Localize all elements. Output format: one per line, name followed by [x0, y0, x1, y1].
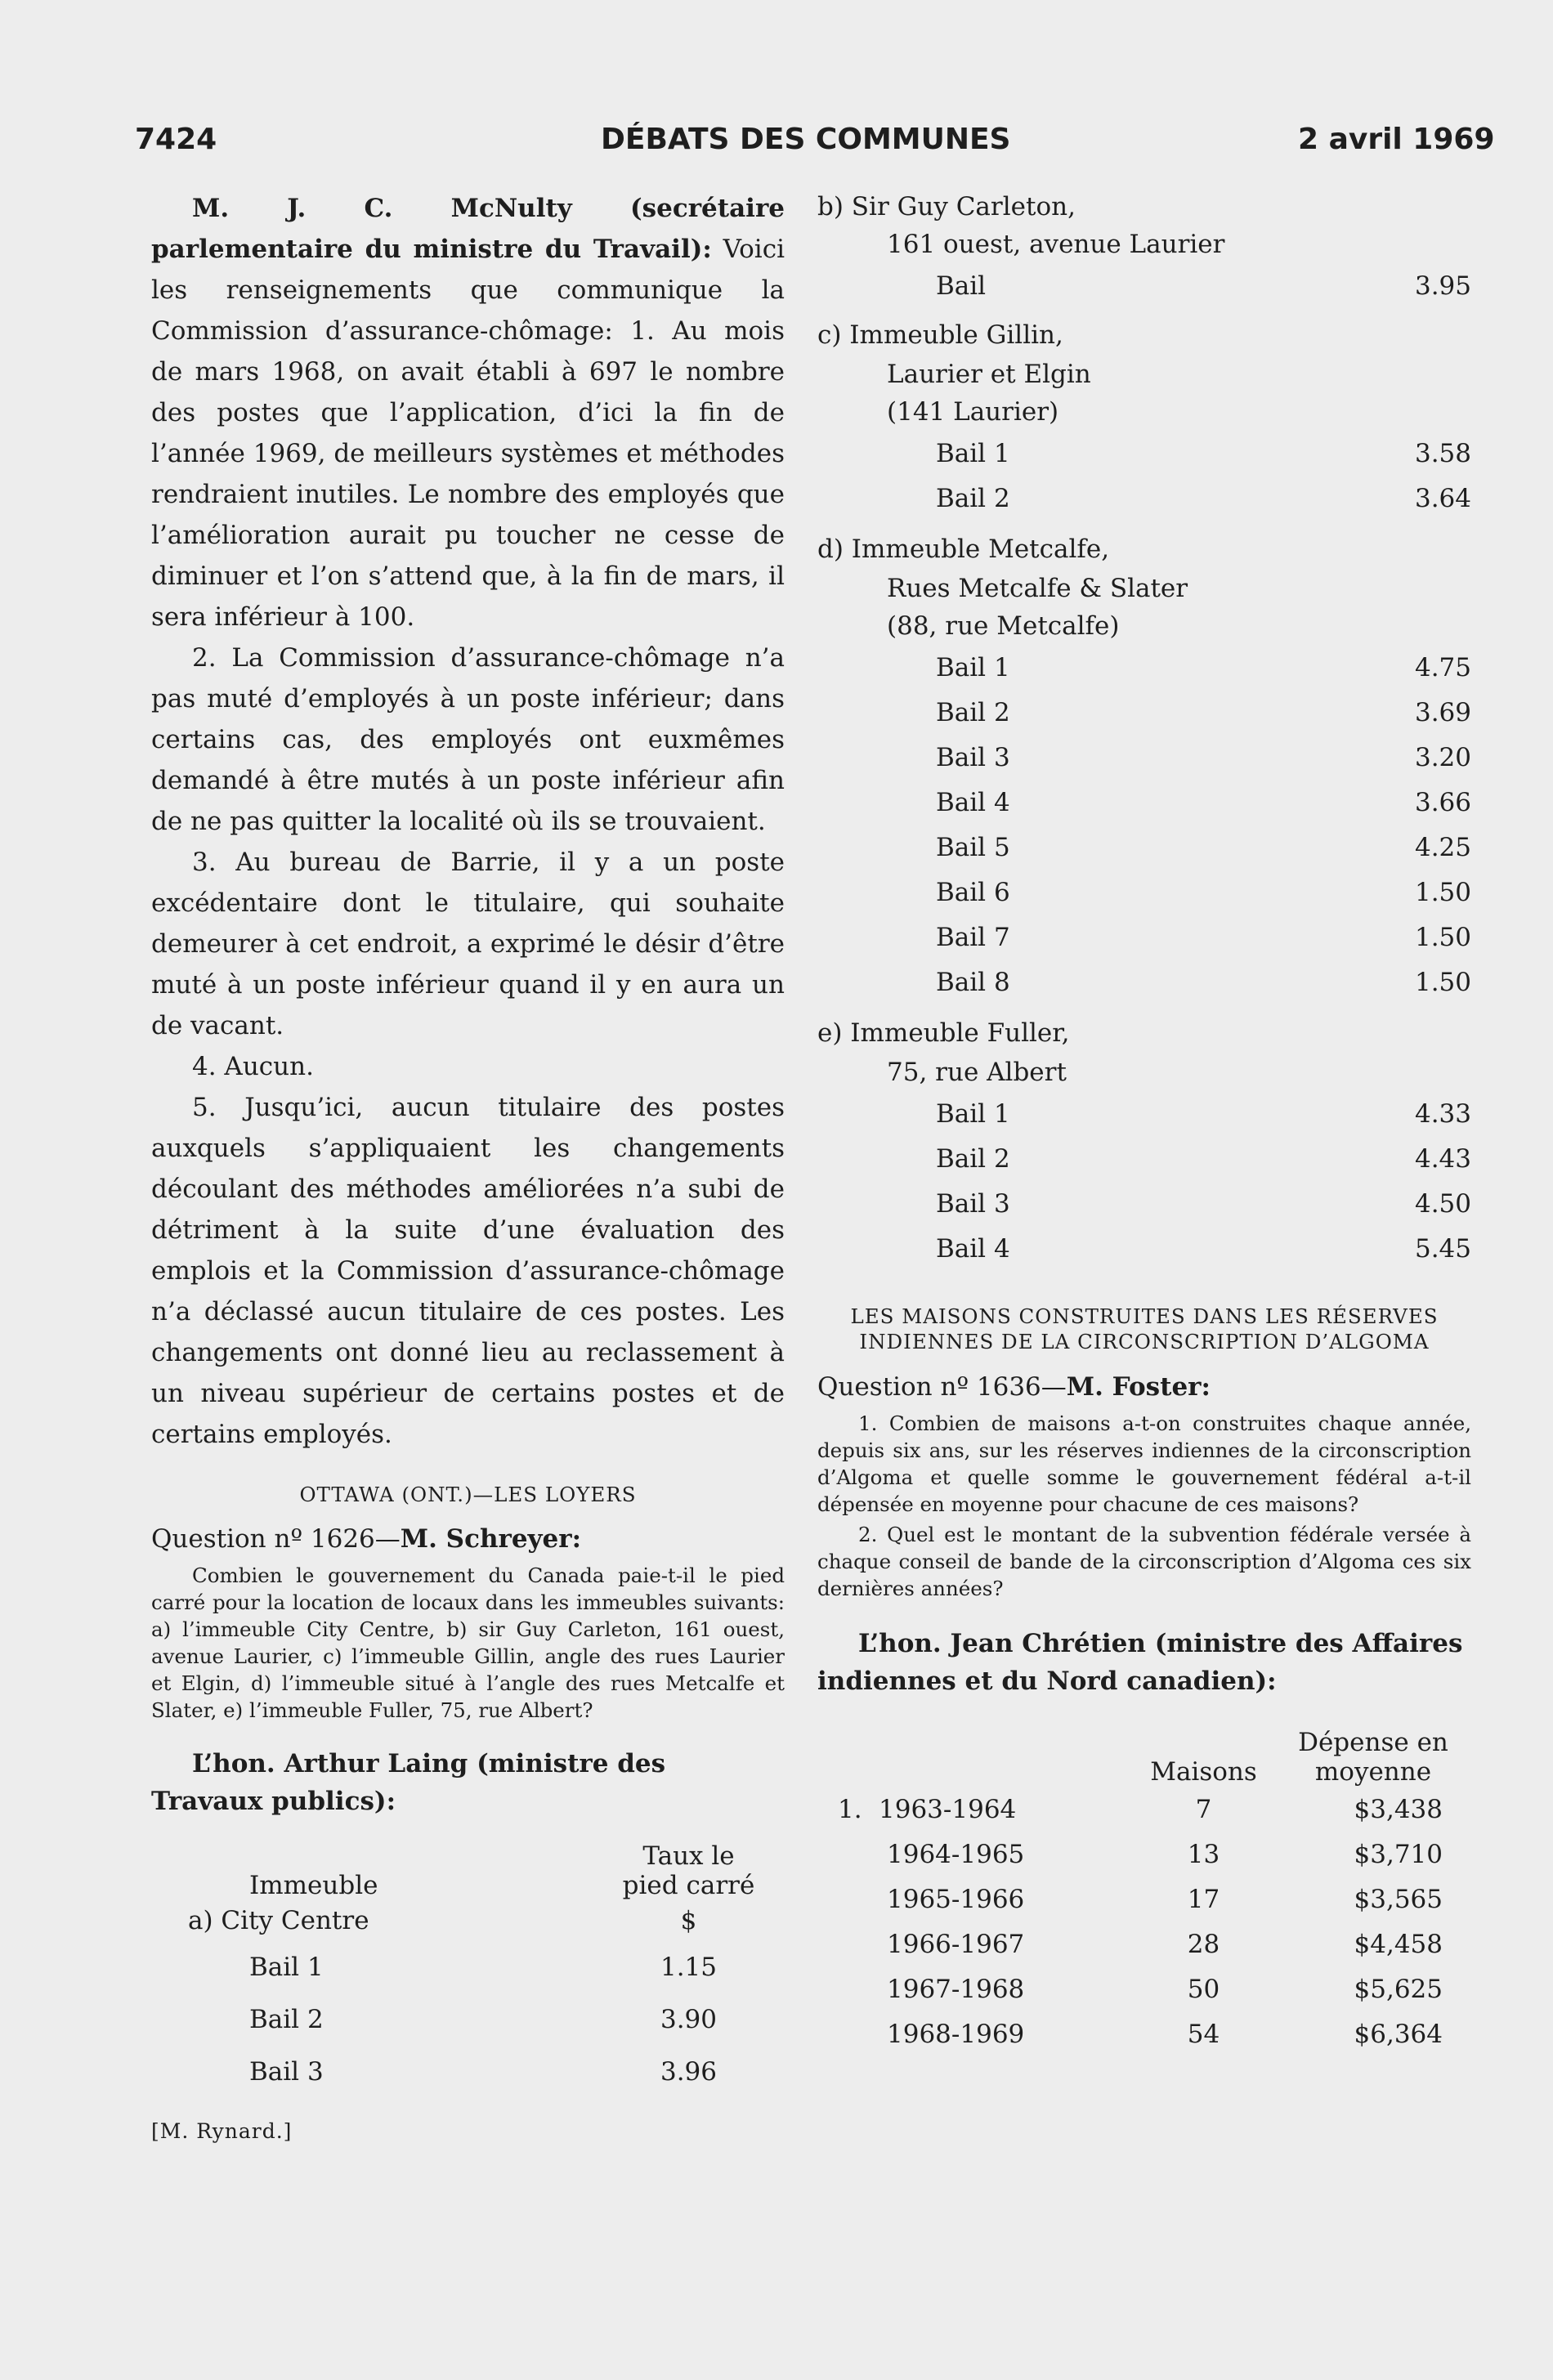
col-header-immeuble: Immeuble [249, 1871, 378, 1900]
avg-cost: $3,710 [1354, 1839, 1443, 1869]
page-number: 7424 [135, 123, 217, 156]
table-row [817, 735, 1471, 780]
building-c-line3: (141 Laurier) [887, 397, 1059, 427]
lease-value: 3.20 [1414, 742, 1471, 772]
table-row [817, 645, 1471, 690]
avg-cost: $3,565 [1354, 1884, 1443, 1914]
houses-table [817, 1705, 1471, 2056]
table-row [817, 1136, 1471, 1181]
building-e-line1: e) Immeuble Fuller, [817, 1018, 1070, 1048]
table-row [151, 1993, 785, 2046]
table-header-row [817, 1705, 1471, 1787]
lease-label: Bail 1 [936, 652, 1010, 682]
lease-value: 4.33 [1414, 1098, 1471, 1129]
lease-label: Bail 2 [936, 483, 1010, 513]
lease-value: 4.43 [1414, 1143, 1471, 1174]
table-row [817, 1966, 1471, 2011]
building-e-line2: 75, rue Albert [887, 1058, 1067, 1087]
building-d-line3: (88, rue Metcalfe) [887, 611, 1120, 641]
question-asker: M. Foster: [1066, 1372, 1211, 1402]
answer-paragraph-5: 5. Jusqu’ici, aucun titulaire des postes auxquels s’appliquaient les changements découlant des méthodes améliorées n’a subi de détriment à la suite d’une évaluation des emplois et la Commission d’assurance-chômage n’a déclassé aucun titulaire de ces postes. Les changements ont donné lieu au reclassement à un niveau supérieur de certains postes et de certains employés. [151, 1093, 785, 1449]
lease-label: Bail 6 [936, 877, 1010, 907]
table-row [817, 1877, 1471, 1921]
houses-count: 7 [1195, 1794, 1212, 1824]
col-header-depense [1275, 1705, 1471, 1787]
lease-value: 1.50 [1414, 877, 1471, 907]
answer-paragraph-4: 4. Aucun. [192, 1052, 314, 1081]
col-header-taux [593, 1827, 785, 1900]
speaker-mcnulty: M. J. C. McNulty (secrétaire parlementaire du ministre du Travail): [151, 194, 785, 264]
lease-value: 3.58 [1414, 438, 1471, 468]
building-d-line1: d) Immeuble Metcalfe, [817, 535, 1110, 564]
building-d-line2: Rues Metcalfe & Slater [887, 574, 1188, 603]
lease-value: 1.50 [1414, 922, 1471, 952]
table-row [151, 1900, 785, 1941]
lease-label: Bail 3 [936, 1188, 1010, 1219]
houses-count: 13 [1187, 1839, 1220, 1869]
question-1626-text: Combien le gouvernement du Canada paie-t-il le pied carré pour la location de locaux dans les immeubles suivants: a) l’immeuble City Centre, b) sir Guy Carleton, 161 ouest, avenue Laurier, c) l’immeuble Gillin, angle des rues Laurier et Elgin, d) l’immeuble situé à l’angle des rues Metcalfe et Slater, e) l’immeuble Fuller, 75, rue Albert? [151, 1564, 785, 1722]
answer-speaker-chretien: L’hon. Jean Chrétien (ministre des Affaires indiennes et du Nord canadien): [817, 1629, 1463, 1696]
lease-value: 5.45 [1414, 1233, 1471, 1264]
lease-label: Bail 1 [936, 438, 1010, 468]
lease-label: Bail 7 [936, 922, 1010, 952]
col-header-depense-line1: Dépense en [1298, 1728, 1448, 1757]
lease-label: Bail 4 [936, 1233, 1010, 1264]
question-prefix: Question nº 1636— [817, 1372, 1067, 1402]
lease-value: 3.64 [1414, 483, 1471, 513]
lease-label: Bail 8 [936, 967, 1010, 997]
building-c-line1: c) Immeuble Gillin, [817, 320, 1063, 350]
answer-paragraph-3: 3. Au bureau de Barrie, il y a un poste excédentaire dont le titulaire, qui souhaite demeurer à cet endroit, a exprimé le désir d’être muté à un poste inférieur quand il y en aura un de vacant. [151, 848, 785, 1040]
table-row [817, 476, 1471, 521]
lease-label: Bail 2 [936, 1143, 1010, 1174]
table-header-row [151, 1827, 785, 1900]
col-header-taux-line2: pied carré [622, 1871, 755, 1900]
year-label: 1963-1964 [879, 1794, 1017, 1824]
answer-speaker-laing: L’hon. Arthur Laing (ministre des Travaux publics): [151, 1749, 666, 1816]
houses-count: 28 [1187, 1929, 1220, 1959]
lease-label: Bail [936, 271, 987, 301]
year-label: 1966-1967 [887, 1929, 1025, 1959]
col-header-depense-line2: moyenne [1314, 1757, 1432, 1787]
left-column [151, 188, 785, 2143]
publication-title: DÉBATS DES COMMUNES [601, 123, 1011, 156]
lease-value: 3.96 [660, 2057, 718, 2087]
lease-label: Bail 3 [249, 2057, 324, 2087]
answer-paragraph-1 [151, 188, 785, 638]
lease-value: 3.90 [660, 2005, 718, 2034]
table-row [817, 825, 1471, 870]
question-1626 [151, 1524, 785, 1554]
item-number: 1. [838, 1794, 862, 1824]
avg-cost: $4,458 [1354, 1929, 1443, 1959]
building-label: a) City Centre [188, 1906, 369, 1935]
lease-label: Bail 2 [249, 2005, 324, 2034]
lease-value: 1.15 [660, 1953, 718, 1982]
question-1636-part2: 2. Quel est le montant de la subvention fédérale versée à chaque conseil de bande de la circonscription d’Algoma ces six dernières années? [817, 1523, 1471, 1600]
avg-cost: $5,625 [1354, 1974, 1443, 2004]
table-row [817, 2011, 1471, 2056]
houses-count: 50 [1187, 1974, 1220, 2004]
rent-table-b-e [817, 188, 1471, 1271]
lease-label: Bail 1 [936, 1098, 1010, 1129]
building-b-line2: 161 ouest, avenue Laurier [887, 230, 1225, 259]
question-prefix: Question nº 1626— [151, 1524, 401, 1554]
avg-cost: $6,364 [1354, 2019, 1443, 2049]
page-date: 2 avril 1969 [1298, 123, 1495, 156]
right-column [817, 188, 1471, 2056]
unit-label: $ [680, 1906, 697, 1935]
table-row [817, 1921, 1471, 1966]
building-b-line1: b) Sir Guy Carleton, [817, 192, 1076, 221]
avg-cost: $3,438 [1354, 1794, 1443, 1824]
table-row [151, 2046, 785, 2098]
table-row [151, 1941, 785, 1993]
page-header [0, 123, 1553, 172]
lease-label: Bail 1 [249, 1953, 324, 1982]
lease-label: Bail 5 [936, 832, 1010, 862]
table-row [817, 431, 1471, 476]
year-label: 1964-1965 [887, 1839, 1025, 1869]
table-row [817, 1832, 1471, 1877]
lease-label: Bail 2 [936, 697, 1010, 727]
lease-value: 4.25 [1414, 832, 1471, 862]
lease-value: 3.69 [1414, 697, 1471, 727]
table-row [817, 263, 1471, 308]
question-1636-part1: 1. Combien de maisons a-t-on construites chaque année, depuis six ans, sur les réserves indiennes de la circonscription d’Algoma et quelle somme le gouvernement fédéral a-t-il dépensée en moyenne pour chacune de ces maisons? [817, 1411, 1471, 1516]
table-row [817, 1181, 1471, 1226]
houses-count: 17 [1187, 1884, 1220, 1914]
lease-value: 1.50 [1414, 967, 1471, 997]
table-row [817, 690, 1471, 735]
table-row [817, 870, 1471, 915]
lease-value: 4.50 [1414, 1188, 1471, 1219]
table-row [817, 1226, 1471, 1271]
lease-label: Bail 4 [936, 787, 1010, 817]
answer-paragraph-2: 2. La Commission d’assurance-chômage n’a pas muté d’employés à un poste inférieur; dans certains cas, des employés ont euxmêmes demandé à être mutés à un poste inférieur afin de ne pas quitter la localité où ils se trouvaient. [151, 643, 785, 836]
year-label: 1967-1968 [887, 1974, 1025, 2004]
lease-value: 3.95 [1414, 271, 1471, 301]
lease-label: Bail 3 [936, 742, 1010, 772]
col-header-taux-line1: Taux le [642, 1841, 735, 1871]
year-label: 1968-1969 [887, 2019, 1025, 2049]
lease-value: 4.75 [1414, 652, 1471, 682]
year-label: 1965-1966 [887, 1884, 1025, 1914]
col-header-maisons: Maisons [1150, 1757, 1257, 1787]
answer-text-1: Voici les renseignements que communique la Commission d’assurance-chômage: 1. Au mois de mars 1968, on avait établi à 697 le nombre des postes que l’application, d’ici la fin de l’année 1969, de meilleurs systèmes et méthodes rendraient inutiles. Le nombre des employés que l’amélioration aurait pu toucher ne cesse de diminuer et l’on s’attend que, à la fin de mars, il sera inférieur à 100. [151, 235, 785, 632]
table-row [817, 1091, 1471, 1136]
lease-value: 3.66 [1414, 787, 1471, 817]
question-1636 [817, 1372, 1471, 1402]
section-heading-algoma: LES MAISONS CONSTRUITES DANS LES RÉSERVES INDIENNES DE LA CIRCONSCRIPTION D’ALGOMA [850, 1304, 1439, 1353]
houses-count: 54 [1187, 2019, 1220, 2049]
table-row [817, 780, 1471, 825]
building-c-line2: Laurier et Elgin [887, 360, 1091, 389]
footer-note: [M. Rynard.] [151, 2119, 293, 2143]
year-cell [817, 1787, 1132, 1832]
table-row [817, 915, 1471, 960]
section-heading-ottawa: OTTAWA (ONT.)—LES LOYERS [299, 1483, 637, 1506]
question-asker: M. Schreyer: [400, 1524, 582, 1554]
rent-table-a [151, 1827, 785, 2098]
table-row [817, 960, 1471, 1004]
table-row [817, 1787, 1471, 1832]
